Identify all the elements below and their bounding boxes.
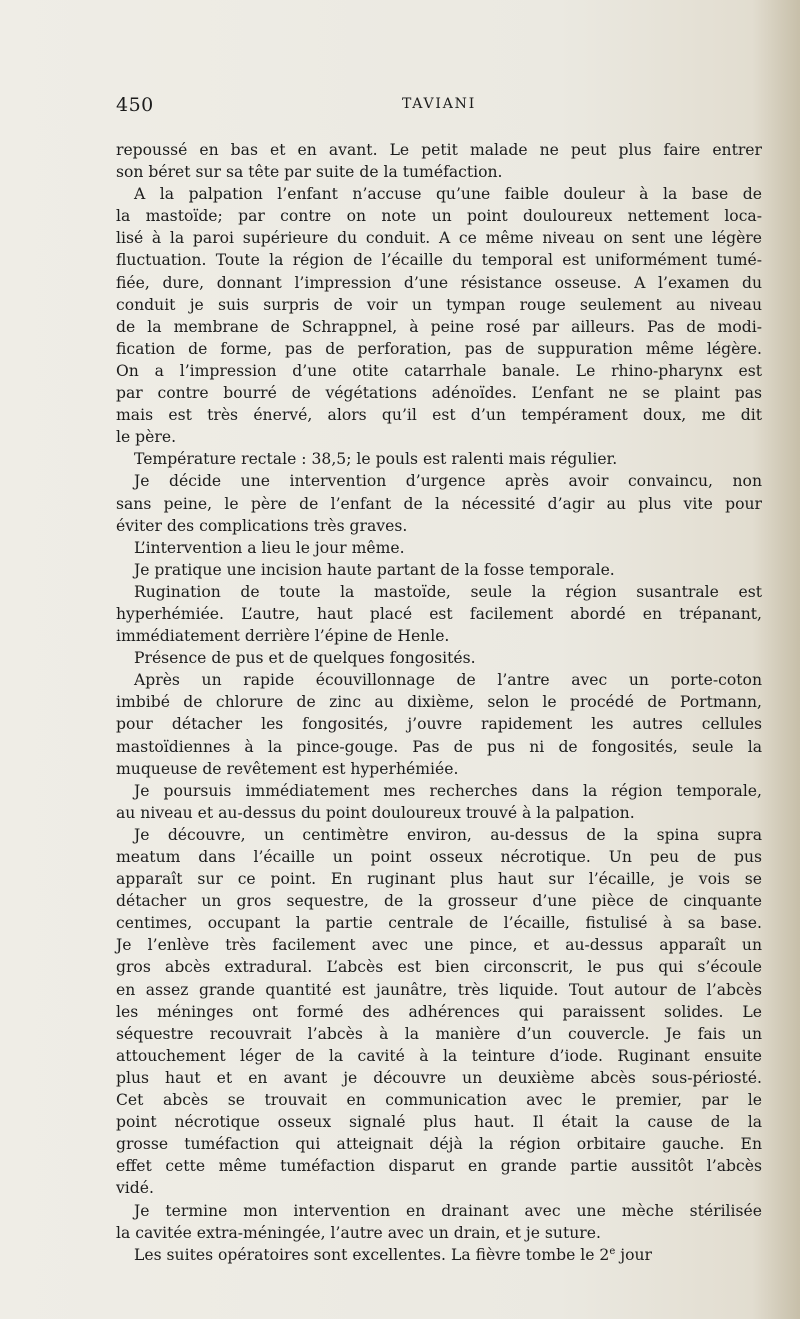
text-line: conduit je suis surpris de voir un tympan rouge seulement au niveau xyxy=(116,295,762,314)
text-line: Température rectale : 38,5; le pouls est ralenti mais régulier. xyxy=(134,450,618,469)
page-header xyxy=(116,94,762,122)
text-line: au niveau et au-dessus du point douloureux trouvé à la palpation. xyxy=(116,803,635,822)
text-line: Je poursuis immédiatement mes recherches dans la région temporale, xyxy=(134,781,762,800)
text-line: grosse tuméfaction qui atteignait déjà la région orbitaire gauche. En xyxy=(116,1135,762,1154)
text-line: fication de forme, pas de perforation, pas de suppuration même légère. xyxy=(116,339,762,358)
text-line: hyperhémiée. L’autre, haut placé est facilement abordé en trépanant, xyxy=(116,604,762,623)
text-line: mais est très énervé, alors qu’il est d’un tempérament doux, me dit xyxy=(116,406,762,425)
text-line: Je pratique une incision haute partant de la fosse temporale. xyxy=(134,560,615,579)
text-line: vidé. xyxy=(116,1179,154,1198)
page-number: 450 xyxy=(116,94,154,116)
text-line: les méninges ont formé des adhérences qui paraissent solides. Le xyxy=(116,1002,762,1021)
text-line: en assez grande quantité est jaunâtre, très liquide. Tout autour de l’abcès xyxy=(116,980,762,999)
text-line: Je l’enlève très facilement avec une pince, et au-dessus apparaît un xyxy=(116,936,762,955)
text-line: pour détacher les fongosités, j’ouvre rapidement les autres cellules xyxy=(116,715,762,734)
text-line: mastoïdiennes à la pince-gouge. Pas de pus ni de fongosités, seule la xyxy=(116,737,762,756)
text-line: Rugination de toute la mastoïde, seule la région susantrale est xyxy=(134,582,762,601)
text-line: son béret sur sa tête par suite de la tuméfaction. xyxy=(116,163,503,182)
text-line: On a l’impression d’une otite catarrhale banale. Le rhino-pharynx est xyxy=(116,361,762,380)
text-line: le père. xyxy=(116,428,177,447)
text-line: éviter des complications très graves. xyxy=(116,516,408,535)
text-line: muqueuse de revêtement est hyperhémiée. xyxy=(116,759,459,778)
text-line: apparaît sur ce point. En ruginant plus haut sur l’écaille, je vois se xyxy=(116,870,762,889)
text-line: Je découvre, un centimètre environ, au-dessus de la spina supra xyxy=(134,825,762,844)
text-line: fluctuation. Toute la région de l’écaille du temporal est uniformément tumé- xyxy=(116,251,762,270)
text-line: lisé à la paroi supérieure du conduit. A ce même niveau on sent une légère xyxy=(116,229,762,248)
text-line: plus haut et en avant je découvre un deuxième abcès sous-périosté. xyxy=(116,1068,762,1087)
text-line: la cavitée extra-méningée, l’autre avec un drain, et je suture. xyxy=(116,1223,601,1242)
text-line: séquestre recouvrait l’abcès à la manière d’un couvercle. Je fais un xyxy=(116,1024,762,1043)
running-title: TAVIANI xyxy=(401,96,477,112)
text-line: Présence de pus et de quelques fongosités. xyxy=(134,649,476,668)
ordinal-superscript: e xyxy=(609,1245,616,1257)
text-line: attouchement léger de la cavité à la teinture d’iode. Ruginant ensuite xyxy=(116,1046,762,1065)
text-line: par contre bourré de végétations adénoïdes. L’enfant ne se plaint pas xyxy=(116,384,762,403)
text-line: effet cette même tuméfaction disparut en grande partie aussitôt l’abcès xyxy=(116,1157,762,1176)
text-line: fiée, dure, donnant l’impression d’une résistance osseuse. A l’examen du xyxy=(116,273,762,292)
final-line-start: Les suites opératoires sont excellentes. La fièvre tombe le 2 xyxy=(134,1245,610,1264)
text-line: A la palpation l’enfant n’accuse qu’une faible douleur à la base de xyxy=(134,185,762,204)
text-line: la mastoïde; par contre on note un point douloureux nettement loca- xyxy=(116,207,762,226)
text-line: Cet abcès se trouvait en communication avec le premier, par le xyxy=(116,1091,762,1110)
text-line: point nécrotique osseux signalé plus haut. Il était la cause de la xyxy=(116,1113,762,1132)
text-line: gros abcès extradural. L’abcès est bien circonscrit, le pus qui s’écoule xyxy=(116,958,762,977)
text-line: détacher un gros sequestre, de la grosseur d’une pièce de cinquante xyxy=(116,892,762,911)
text-line: meatum dans l’écaille un point osseux nécrotique. Un peu de pus xyxy=(116,848,762,866)
text-line: repoussé en bas et en avant. Le petit malade ne peut plus faire entrer xyxy=(116,141,762,159)
text-line: immédiatement derrière l’épine de Henle. xyxy=(116,627,450,646)
text-line: Après un rapide écouvillonnage de l’antre avec un porte-coton xyxy=(134,671,762,690)
text-line: L’intervention a lieu le jour même. xyxy=(134,538,405,557)
text-line: Je décide une intervention d’urgence après avoir convaincu, non xyxy=(134,472,762,491)
body-text xyxy=(116,139,762,1266)
text-line: de la membrane de Schrappnel, à peine rosé par ailleurs. Pas de modi- xyxy=(116,317,762,336)
text-line-final xyxy=(116,1244,762,1266)
text-line: centimes, occupant la partie centrale de l’écaille, fistulisé à sa base. xyxy=(116,914,762,933)
final-line-end: jour xyxy=(615,1245,652,1264)
text-line: Je termine mon intervention en drainant avec une mèche stérilisée xyxy=(134,1201,762,1220)
text-line: imbibé de chlorure de zinc au dixième, selon le procédé de Portmann, xyxy=(116,693,762,712)
text-line: sans peine, le père de l’enfant de la nécessité d’agir au plus vite pour xyxy=(116,494,762,513)
